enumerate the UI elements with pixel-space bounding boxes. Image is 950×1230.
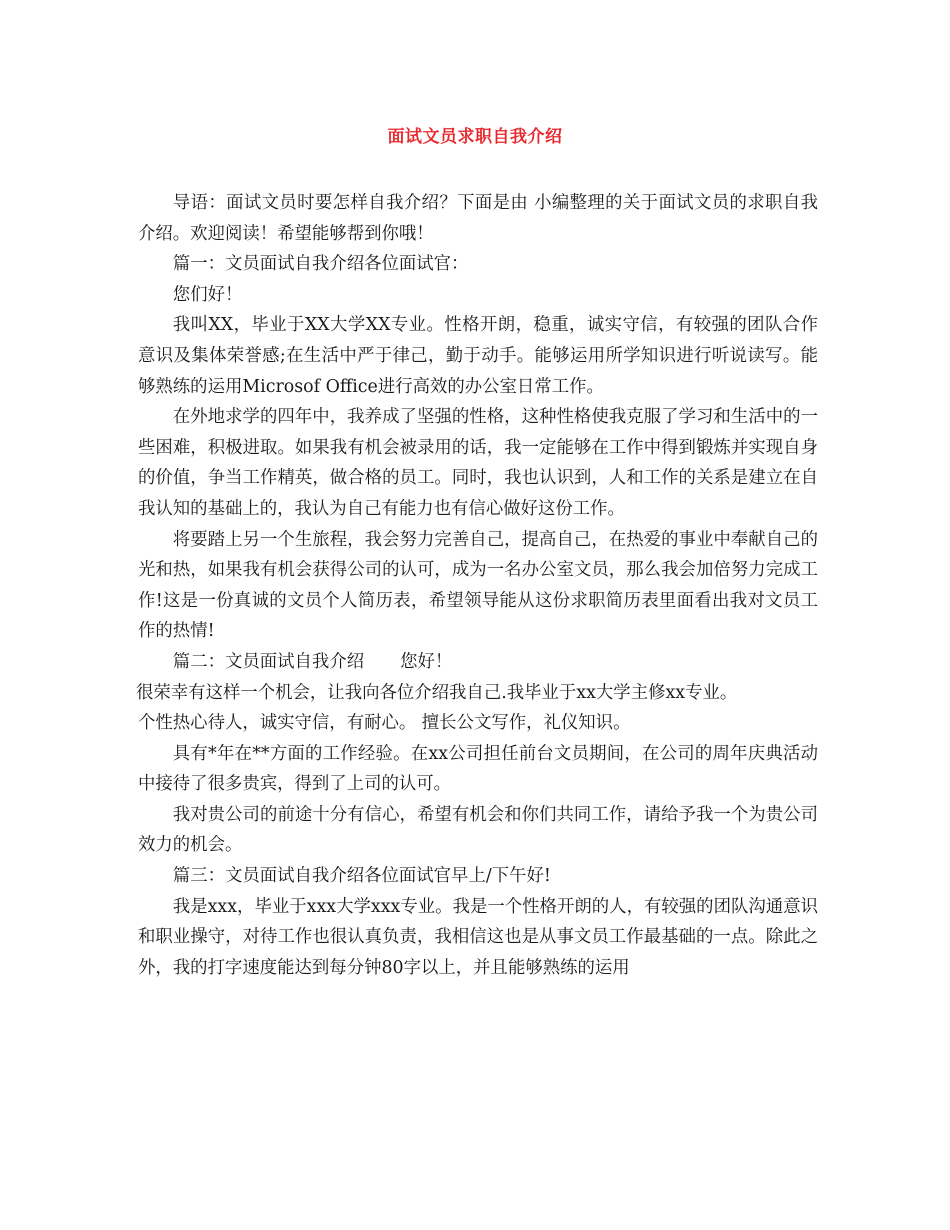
- greeting-paragraph: 您们好！: [172, 284, 243, 305]
- section2-heading-line: [138, 647, 818, 678]
- body-paragraph: 我对贵公司的前途十分有信心，希望有机会和你们共同工作，请给予我一个为贵公司效力的机会。: [138, 804, 818, 856]
- section2-heading: 篇二：文员面试自我介绍: [172, 651, 365, 672]
- section1-heading: 篇一：文员面试自我介绍各位面试官：: [172, 254, 469, 275]
- body-paragraph: 将要踏上另一个生旅程，我会努力完善自己，提高自己，在热爱的事业中奉献自己的光和热，如果我有机会获得公司的认可，成为一名办公室文员，那么我会加倍努力完成工作!这是一份真诚的文员个人简历表，希望领导能从这份求职简历表里面看出我对文员工作的热情!: [138, 529, 818, 642]
- section2-line: 个性热心待人，诚实守信，有耐心。 擅长公文写作，礼仪知识。: [138, 713, 631, 734]
- section2-line: 很荣幸有这样一个机会，让我向各位介绍我自己.我毕业于xx大学主修xx专业。: [136, 682, 738, 703]
- document-body: [138, 188, 818, 983]
- section2-greeting: 您好！: [400, 651, 453, 672]
- body-paragraph: 具有*年在**方面的工作经验。在xx公司担任前台文员期间，在公司的周年庆典活动中接待了很多贵宾，得到了上司的认可。: [138, 743, 818, 795]
- section3-heading: 篇三：文员面试自我介绍各位面试官早上/下午好!: [172, 866, 551, 887]
- document-title: 面试文员求职自我介绍: [387, 127, 563, 147]
- body-paragraph: 我叫XX，毕业于XX大学XX专业。性格开朗，稳重，诚实守信，有较强的团队合作意识及集体荣誉感;在生活中严于律己，勤于动手。能够运用所学知识进行听说读写。能够熟练的运用Microsof Office进行高效的办公室日常工作。: [138, 315, 818, 397]
- body-paragraph: 我是xxx，毕业于xxx大学xxx专业。我是一个性格开朗的人，有较强的团队沟通意识和职业操守，对待工作也很认真负责，我相信这也是从事文员工作最基础的一点。除此之外，我的打字速度能达到每分钟80字以上，并且能够熟练的运用: [138, 896, 818, 978]
- intro-paragraph: 导语：面试文员时要怎样自我介绍？下面是由 小编整理的关于面试文员的求职自我介绍。欢迎阅读！希望能够帮到你哦！: [138, 193, 818, 244]
- body-paragraph: 在外地求学的四年中，我养成了坚强的性格，这种性格使我克服了学习和生活中的一些困难，积极进取。如果我有机会被录用的话，我一定能够在工作中得到锻炼并实现自身的价值，争当工作精英，做合格的员工。同时，我也认识到，人和工作的关系是建立在自我认知的基础上的，我认为自己有能力也有信心做好这份工作。: [138, 407, 818, 519]
